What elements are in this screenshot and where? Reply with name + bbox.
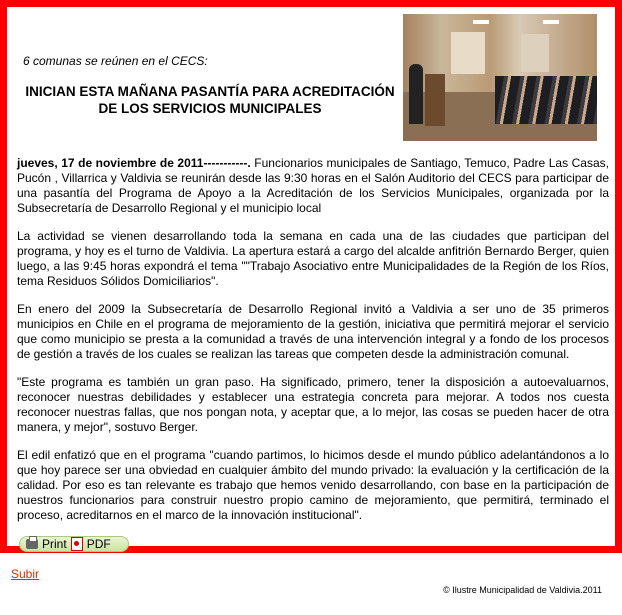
article-photo [403,14,597,141]
back-to-top-link[interactable]: Subir [11,567,40,581]
paragraph-5: El edil enfatizó que en el programa "cuando partimos, lo hicimos desde el mundo público adelantándonos a lo que hoy parece ser una obviedad en cualquier ámbito del mundo privado: la evaluación y la certificación de la calidad. Por eso es tan relevante es trabajo que hemos venido desarrollando, con base en la participación de nuestros funcionarios para construir nuestro propio camino de mejoramiento, que permitirá, terminado el proceso, acreditarnos en el marco de la innovación institucional". [17,448,609,522]
paragraph-4: "Este programa es también un gran paso. Ha significado, primero, tener la disposición a autoevaluarnos, reconocer nuestras debilidades y establecer una estrategia concreta para mejorar. A todos nos cuesta reconocer nuestras fallas, que nos pongan nota, y aceptar que, a lo mejor, las cosas se pueden hacer de otra manera, y mejor", sostuvo Berger. [17,375,609,434]
paragraph-3: En enero del 2009 la Subsecretaría de Desarrollo Regional invitó a Valdivia a ser uno de 35 primeros municipios en Chile en el programa de mejoramiento de la gestión, iniciativa que permitirá mejorar el servicio que como municipio se presta a la comunidad a través de una intervención integral y a fondo de los procesos de gestión a través de los cuales se realizan las tareas que competen desde la administración comunal. [17,302,609,361]
paragraph-2: La actividad se vienen desarrollando toda la semana en cada una de las ciudades que participan del programa, y hoy es el turno de Valdivia. La apertura estará a cargo del alcalde anfitrión Bernardo Berger, quien luego, a las 9:45 horas expondrá el tema ""Trabajo Asociativo entre Municipalidades de la Región de los Ríos, tema Residuos Sólidos Domiciliarios". [17,229,609,288]
paragraph-1-text: Funcionarios municipales de Santiago, Temuco, Padre Las Casas, Pucón , Villarrica y Valdivia se reunirán desde las 9:30 horas en el Salón Auditorio del CECS para participar de una pasantía del Programa de Apoyo a la Acreditación de los Servicios Municipales, organizada por la Subsecretaría de Desarrollo Regional y el municipio local [17,156,609,215]
article-title: INICIAN ESTA MAÑANA PASANTÍA PARA ACREDITACIÓN DE LOS SERVICIOS MUNICIPALES [25,84,395,116]
printer-icon[interactable] [26,539,38,549]
paragraph-1 [17,156,609,216]
pdf-icon[interactable] [71,537,83,551]
print-button[interactable]: Print [42,537,67,551]
article-body [17,156,609,536]
footer-copyright: © Ilustre Municipalidad de Valdivia.2011 [443,585,602,595]
article-subtitle: 6 comunas se reúnen en el CECS: [23,54,208,68]
pdf-button[interactable]: PDF [86,537,111,551]
dateline: jueves, 17 de noviembre de 2011-----------. [17,156,251,170]
print-pdf-toolbar [19,536,129,552]
